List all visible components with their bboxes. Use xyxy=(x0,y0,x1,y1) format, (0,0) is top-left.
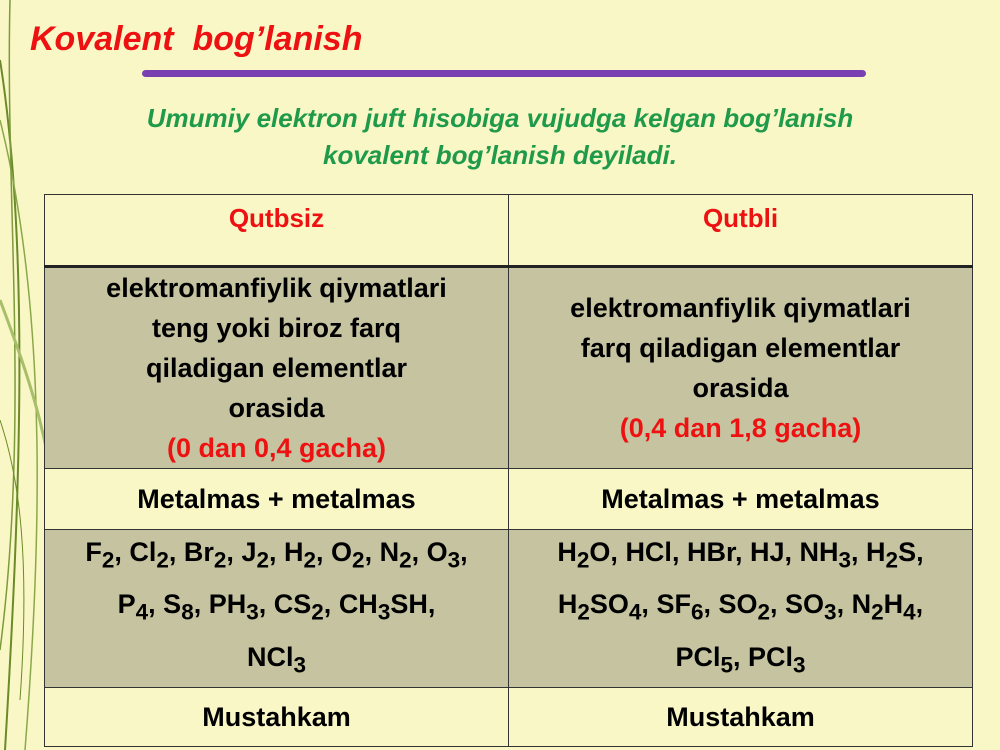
formula-text: SO xyxy=(718,589,758,620)
header-polar: Qutbli xyxy=(509,195,973,267)
desc-line: teng yoki biroz farq xyxy=(151,313,402,343)
cell-nonpolar-examples xyxy=(45,530,509,688)
definition-line-1: Umumiy elektron juft hisobiga vujudga kelgan bog’lanish xyxy=(146,103,854,133)
formula-text: P xyxy=(117,589,136,620)
formula-text: F xyxy=(85,537,102,567)
formula-text: H xyxy=(284,537,304,567)
examples-line-1: $H_2O$, HCl, HBr, HJ, $NH_3$, $H_2S$, xyxy=(557,537,924,573)
formula-text: SF xyxy=(656,589,691,620)
examples-line-3: NCl$_3$ xyxy=(246,641,306,678)
examples-line-2: $H_2SO_4$, $SF_6$, $SO_2$, $SO_3$, $N_2H_4$, xyxy=(557,589,924,625)
header-nonpolar: Qutbsiz xyxy=(45,195,509,267)
formula-text: O xyxy=(589,537,611,567)
table-row-examples xyxy=(45,530,973,688)
formula-text: NCl xyxy=(246,641,294,672)
examples-line-3: PCl$_5$, PCl$_3$ xyxy=(675,641,806,678)
cell-nonpolar-strength: Mustahkam xyxy=(45,688,509,747)
formula-text: HCl xyxy=(625,537,672,567)
formula-text: NH xyxy=(799,537,839,567)
formula-text: SO xyxy=(785,589,825,620)
desc-line: elektromanfiylik qiymatlari xyxy=(106,273,447,303)
en-range-polar: (0,4 dan 1,8 gacha) xyxy=(619,413,862,443)
bond-comparison-table xyxy=(44,194,973,747)
formula-text: N xyxy=(851,589,872,620)
formula-text: Cl xyxy=(129,537,157,567)
formula-text: HBr xyxy=(686,537,735,567)
cell-polar-description xyxy=(509,267,973,469)
formula-text: S xyxy=(898,537,917,567)
cell-nonpolar-types: Metalmas + metalmas xyxy=(45,469,509,530)
desc-line: elektromanfiylik qiymatlari xyxy=(570,293,911,323)
formula-text: Br xyxy=(183,537,214,567)
definition-text xyxy=(40,100,960,174)
table-row-strength xyxy=(45,688,973,747)
formula-text: H xyxy=(866,537,886,567)
formula-text: H xyxy=(557,589,578,620)
title-underline xyxy=(142,70,866,77)
desc-line: qiladigan elementlar xyxy=(145,353,408,383)
en-range-nonpolar: (0 dan 0,4 gacha) xyxy=(166,433,387,463)
formula-text: J xyxy=(241,537,257,567)
formula-text: SH xyxy=(390,589,428,620)
desc-line: orasida xyxy=(228,393,325,423)
formula-text: H xyxy=(883,589,904,620)
definition-line-2: kovalent bog’lanish deyiladi. xyxy=(323,140,677,170)
cell-nonpolar-description xyxy=(45,267,509,469)
formula-text: SO xyxy=(589,589,629,620)
desc-line: orasida xyxy=(692,373,789,403)
examples-line-2: $P_4$, $S_8$, $PH_3$, $CS_2$, $CH_3SH$, xyxy=(117,589,436,625)
cell-polar-types: Metalmas + metalmas xyxy=(509,469,973,530)
formula-text: CH xyxy=(338,589,378,620)
formula-text: PH xyxy=(208,589,247,620)
cell-polar-strength: Mustahkam xyxy=(509,688,973,747)
table-row-description xyxy=(45,267,973,469)
table-header-row xyxy=(45,195,973,267)
formula-text: H xyxy=(557,537,577,567)
formula-text: O xyxy=(331,537,353,567)
table-row-element-types xyxy=(45,469,973,530)
slide-title: Kovalent bog’lanish xyxy=(30,20,363,58)
formula-text: CS xyxy=(273,589,312,620)
formula-text: PCl xyxy=(748,641,794,672)
desc-line: farq qiladigan elementlar xyxy=(580,333,901,363)
formula-text: HJ xyxy=(749,537,785,567)
formula-text: N xyxy=(379,537,400,567)
cell-polar-examples xyxy=(509,530,973,688)
formula-text: S xyxy=(163,589,182,620)
formula-text: O xyxy=(426,537,448,567)
examples-line-1: $F_2$, $Cl_2$, $Br_2$, $J_2$, $H_2$, $O_2$, $N_2$, $O_3$, xyxy=(85,537,468,573)
formula-text: PCl xyxy=(675,641,721,672)
